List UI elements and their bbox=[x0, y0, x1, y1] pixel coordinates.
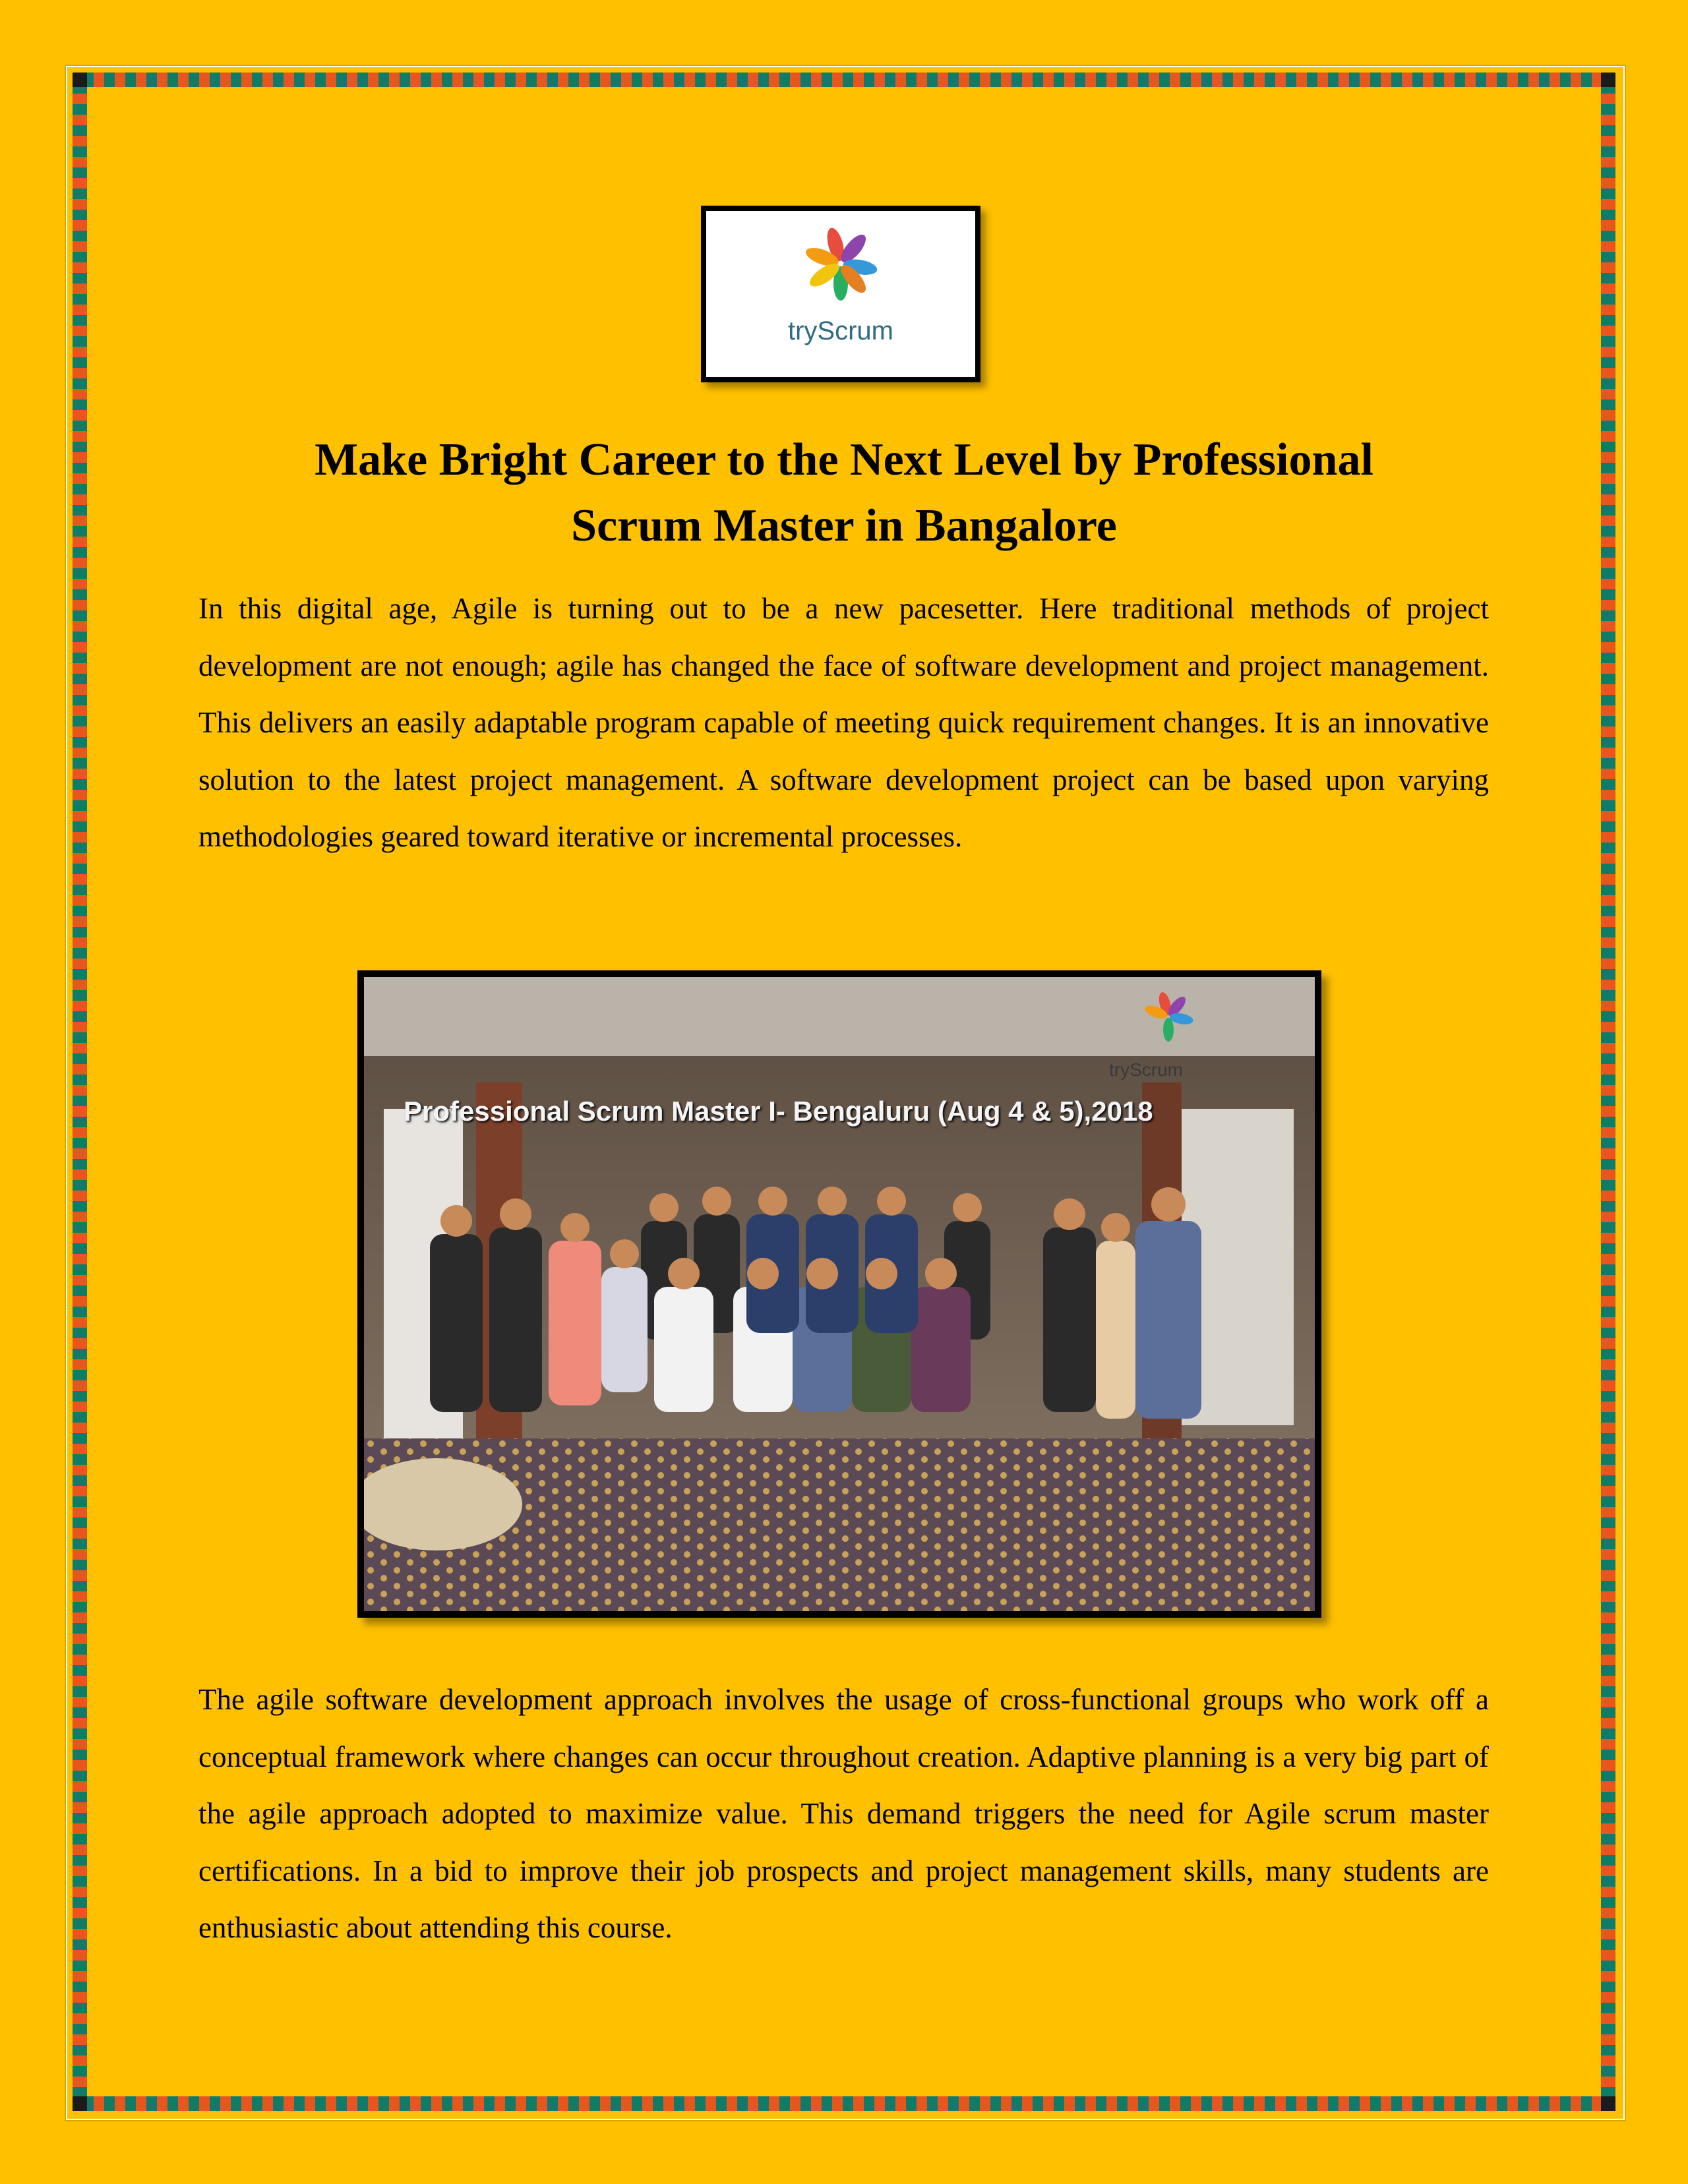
border-corner bbox=[73, 2096, 87, 2111]
group-photo-image bbox=[364, 977, 1315, 1611]
decorative-border-bottom bbox=[73, 2096, 1615, 2111]
title-line-1: Make Bright Career to the Next Level by Professional bbox=[315, 434, 1373, 485]
border-corner bbox=[1601, 2096, 1615, 2111]
page-title bbox=[132, 427, 1556, 559]
photo-caption: Professional Scrum Master I- Bengaluru (Aug 4 & 5),2018 bbox=[404, 1096, 1153, 1127]
border-corner bbox=[73, 73, 87, 87]
intro-paragraph: In this digital age, Agile is turning out to be a new pacesetter. Here traditional methods of project development are not enough; agile has changed the face of software development and project management. This delivers an easily adaptable program capable of meeting quick requirement changes. It is an innovative solution to the latest project management. A software development project can be based upon varying methodologies geared toward iterative or incremental processes. bbox=[198, 592, 1489, 853]
colorful-hands-logo-icon bbox=[788, 224, 893, 316]
group-photo bbox=[357, 970, 1321, 1618]
decorative-border-left bbox=[73, 73, 87, 2111]
decorative-border-right bbox=[1601, 73, 1615, 2111]
logo-text: tryScrum bbox=[788, 316, 893, 345]
border-corner bbox=[1601, 73, 1615, 87]
title-line-2: Scrum Master in Bangalore bbox=[571, 500, 1117, 551]
tryscrum-logo bbox=[701, 206, 980, 382]
body-paragraph: The agile software development approach involves the usage of cross-functional groups who work off a conceptual framework where changes can occur throughout creation. Adaptive planning is a very big part of the agile approach adopted to maximize value. This demand triggers the need for Agile scrum master certifications. In a bid to improve their job prospects and project management skills, many students are enthusiastic about attending this course. bbox=[198, 1683, 1489, 1944]
decorative-border-top bbox=[73, 73, 1615, 87]
photo-brand-text: tryScrum bbox=[1109, 1059, 1183, 1080]
